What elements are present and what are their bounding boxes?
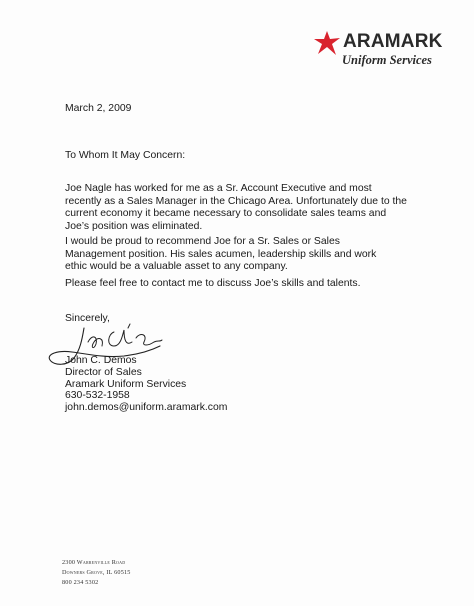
letter-paragraph-3: Please feel free to contact me to discuss Joe’s skills and talents. (65, 278, 361, 289)
logo-division: Uniform Services (342, 53, 432, 67)
logo-company-name: ARAMARK (343, 31, 443, 52)
signer-name: John C. Demos (65, 355, 137, 366)
signature-block (65, 355, 227, 414)
signer-title: Director of Sales (65, 366, 142, 378)
aramark-logo (313, 28, 443, 72)
footer-phone: 800 234 5302 (62, 579, 99, 586)
signer-company: Aramark Uniform Services (65, 378, 187, 390)
letter-closing: Sincerely, (65, 313, 110, 324)
footer-address-line-2: Downers Grove, IL 60515 (62, 569, 131, 576)
footer-address-line-1: 2300 Warrenville Road (62, 559, 126, 566)
footer-address (62, 558, 131, 588)
signer-phone: 630-532-1958 (65, 390, 130, 402)
letter-salutation: To Whom It May Concern: (65, 150, 186, 161)
star-person-shape (314, 31, 340, 55)
letter-date: March 2, 2009 (65, 103, 132, 114)
letter-paragraph-2: I would be proud to recommend Joe for a Sr. Sales or Sales Management position. His sales acumen, leadership skills and work ethic would be a valuable asset to any company. (65, 236, 377, 272)
signer-email: john.demos@uniform.aramark.com (65, 402, 228, 414)
star-person-icon (313, 30, 341, 56)
letter-paragraph-1: Joe Nagle has worked for me as a Sr. Account Executive and most recently as a Sales Manager in the Chicago Area. Unfortunately due to the current economy it became necessary to consolidate sales teams and Joe’s position was eliminated. (65, 183, 407, 232)
